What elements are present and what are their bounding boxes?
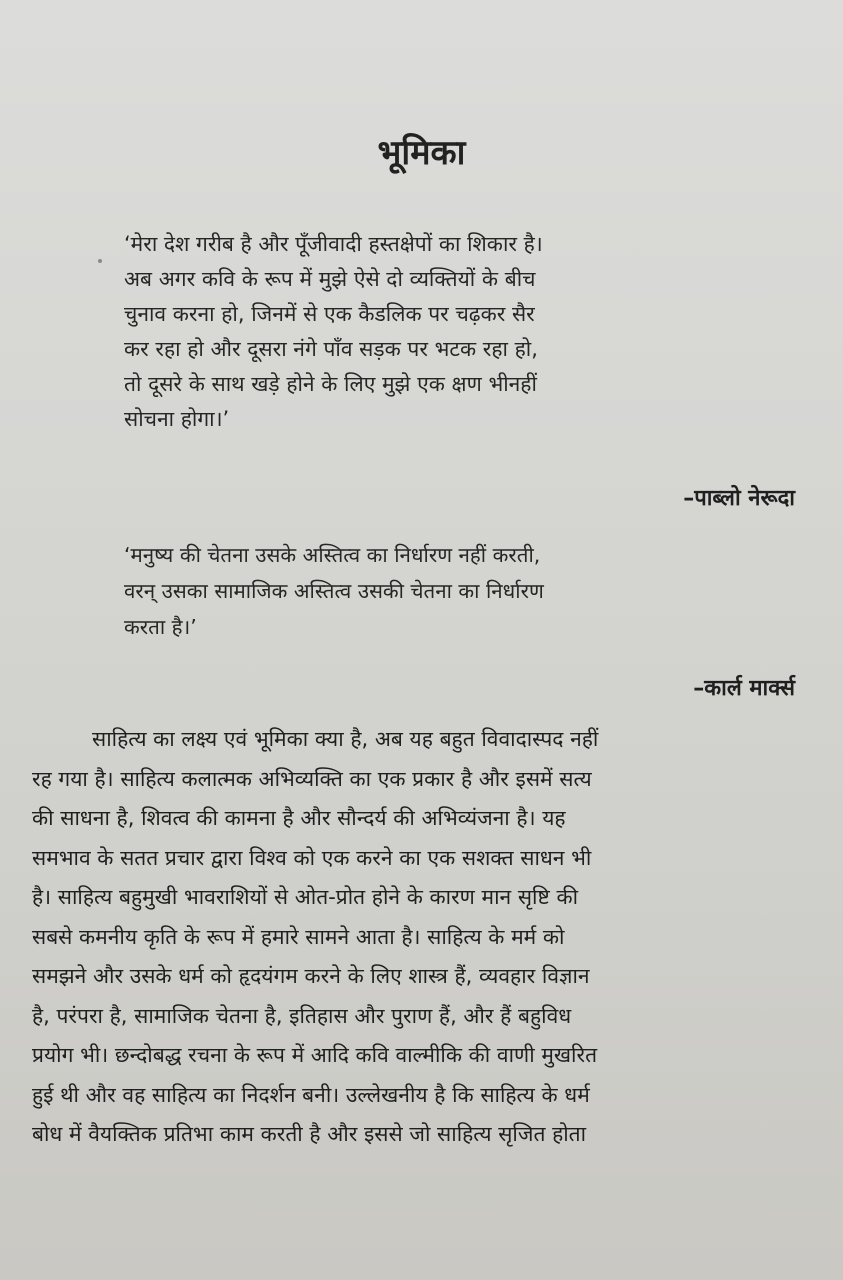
body-paragraph [32,720,822,1155]
quote-line: चुनाव करना हो, जिनमें से एक कैडलिक पर चढ़कर सैर [124,302,535,326]
quote-attribution-neruda: –पाब्लो नेरूदा [683,486,795,511]
quote-line: वरन् उसका सामाजिक अस्तित्व उसकी चेतना का निर्धारण [124,579,544,603]
body-line: की साधना है, शिवत्व की कामना है और सौन्दर्य की अभिव्यंजना है। यह [32,806,566,830]
page-title: भूमिका [377,133,466,173]
quote-attribution-marx: –कार्ल मार्क्स [693,676,795,701]
quote-line: तो दूसरे के साथ खड़े होने के लिए मुझे एक क्षण भीनहीं [124,372,537,396]
body-line: सबसे कमनीय कृति के रूप में हमारे सामने आता है। साहित्य के मर्म को [32,924,565,949]
body-line: प्रयोग भी। छन्दोबद्ध रचना के रूप में आदि कवि वाल्मीकि की वाणी मुखरित [32,1043,598,1067]
quote-line: करता है।’ [124,615,197,639]
quote-neruda [124,227,543,437]
quote-marx [124,537,544,645]
quote-line: सोचना होगा।’ [124,407,230,431]
body-line: समभाव के सतत प्रचार द्वारा विश्व को एक करने का एक सशक्त साधन भी [32,845,592,870]
body-line: समझने और उसके धर्म को हृदयंगम करने के लिए शास्त्र हैं, व्यवहार विज्ञान [32,964,590,988]
body-line: रह गया है। साहित्य कलात्मक अभिव्यक्ति का एक प्रकार है और इसमें सत्य [32,766,592,791]
body-line: बोध में वैयक्तिक प्रतिभा काम करती है और इससे जो साहित्य सृजित होता [32,1122,587,1146]
quote-line: ‘मनुष्य की चेतना उसके अस्तित्व का निर्धारण नहीं करती, [124,543,541,567]
quote-line: कर रहा हो और दूसरा नंगे पाँव सड़क पर भटक रहा हो, [124,337,538,361]
body-line: है, परंपरा है, सामाजिक चेतना है, इतिहास और पुराण हैं, और हैं बहुविध [32,1003,572,1028]
body-line: साहित्य का लक्ष्य एवं भूमिका क्या है, अब यह बहुत विवादास्पद नहीं [92,727,599,751]
body-line: हुई थी और वह साहित्य का निदर्शन बनी। उल्लेखनीय है कि साहित्य के धर्म [32,1082,590,1107]
body-line: है। साहित्य बहुमुखी भावराशियों से ओत-प्रोत होने के कारण मान सृष्टि की [32,885,579,909]
quote-line: अब अगर कवि के रूप में मुझे ऐसे दो व्यक्तियों के बीच [124,267,536,291]
paper-speck [98,259,102,263]
quote-line: ‘मेरा देश गरीब है और पूँजीवादी हस्तक्षेपों का शिकार है। [124,232,543,256]
